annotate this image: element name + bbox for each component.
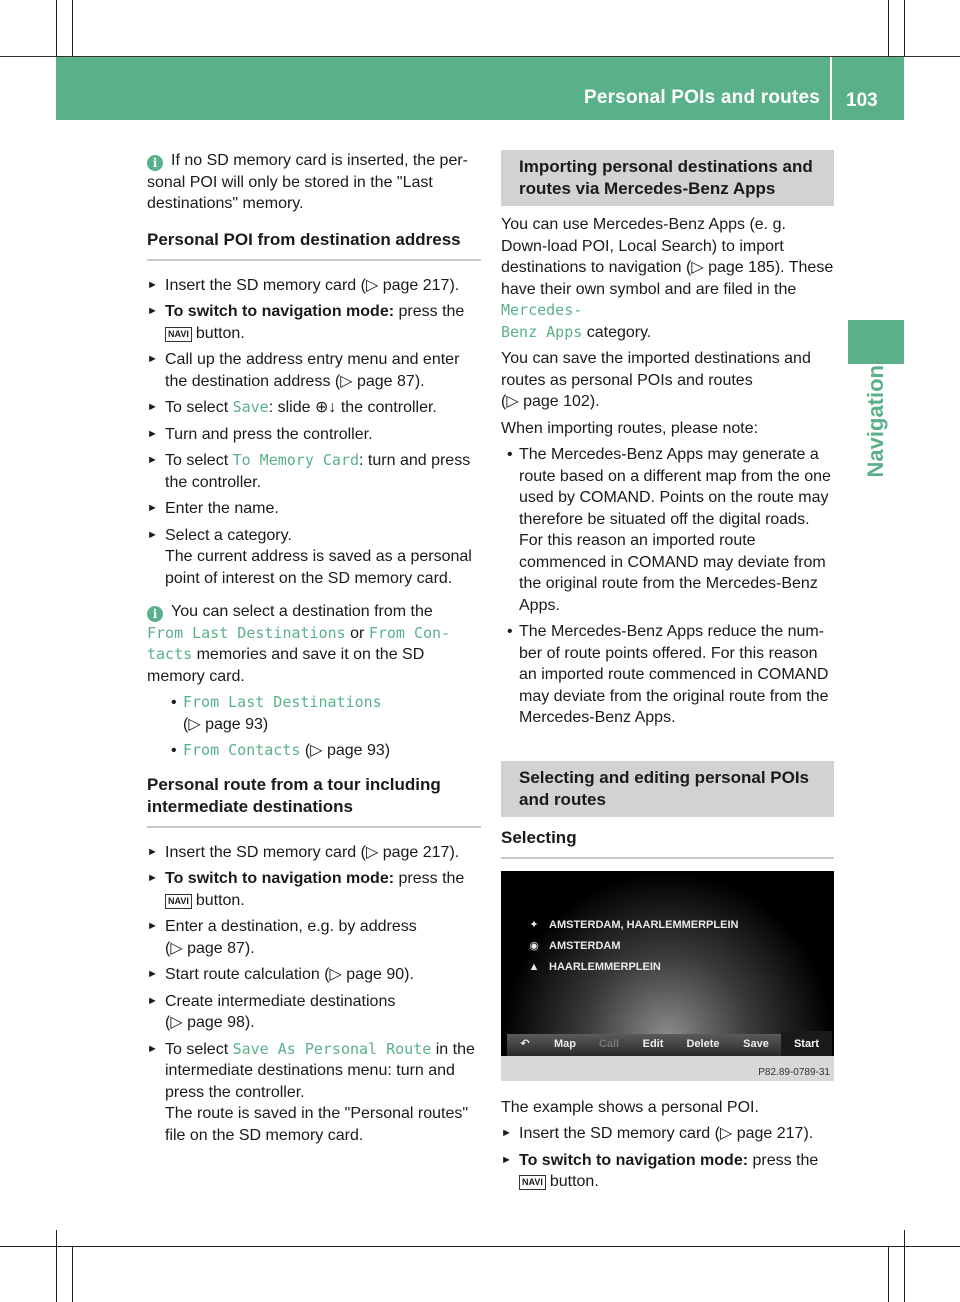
crop-mark <box>904 0 905 57</box>
figure-code: P82.89-0789-31 <box>758 1066 830 1078</box>
section-box-heading: Selecting and editing personal POIs and routes <box>501 761 834 817</box>
step: ► To select Save As Personal Route in the intermediate destinations menu: turn and press the controller. The route is saved in the "Personal routes" file on the SD memory card. <box>147 1039 475 1144</box>
list-item: • The Mercedes-Benz Apps may generate a route based on a different map from the one used by COMAND. Points on the route may therefore be situated off the digital roads. For this reason an imported route commenced in COMAND may deviate from the original route from the Mercedes-Benz Apps. <box>507 446 831 614</box>
step: ► To switch to navigation mode: press the NAVI button. <box>147 303 465 342</box>
menu-delete: Delete <box>686 1037 720 1050</box>
step: ► Select a category. The current address is saved as a personal point of interest on the SD memory card. <box>147 526 472 587</box>
info-icon: i <box>147 155 163 171</box>
step: ► Start route calculation (▷ page 90). <box>147 966 414 983</box>
section-heading: Selecting <box>501 827 834 859</box>
step: ► Enter a destination, e.g. by address (▷ page 87). <box>147 918 417 957</box>
list-item: • From Last Destinations (▷ page 93) <box>171 693 382 733</box>
paragraph: You can use Mercedes-Benz Apps (e. g. Down-load POI, Local Search) to import destinations to navigation (▷ page 185). These have their own symbol and are filed in the Mercedes- Benz Apps category. <box>501 216 834 341</box>
section-heading: Personal route from a tour including intermediate destinations <box>147 774 481 828</box>
navi-key-icon: NAVI <box>519 1175 546 1190</box>
list-item: • From Contacts (▷ page 93) <box>171 741 391 759</box>
poi-flag-icon: ✦ <box>529 918 539 931</box>
step: ► To select To Memory Card: turn and press the controller. <box>147 451 471 491</box>
menu-edit: Edit <box>642 1037 664 1050</box>
nl-badge-icon: ◉ <box>529 939 539 952</box>
menu-call: Call <box>598 1037 620 1050</box>
step: ► Insert the SD memory card (▷ page 217). <box>501 1125 814 1142</box>
left-column <box>147 150 481 1146</box>
poi-list-item: ▲ HAARLEMMERPLEIN <box>527 957 661 979</box>
step: ► Turn and press the controller. <box>147 425 373 443</box>
paragraph: When importing routes, please note: <box>501 419 759 437</box>
list-item: • The Mercedes-Benz Apps reduce the num-ber of route points offered. For this reason an imported route commenced in COMAND may deviate from the original route from the Mercedes-Benz Apps. <box>507 623 829 726</box>
navi-key-icon: NAVI <box>165 327 192 342</box>
info-note: i If no SD memory card is inserted, the per-sonal POI will only be stored in the "Last destinations" memory. <box>147 152 468 212</box>
step: ► To select Save: slide ⊕↓ the controller. <box>147 398 437 416</box>
step: ► Insert the SD memory card (▷ page 217). <box>147 843 460 861</box>
right-column <box>501 150 834 1193</box>
info-icon: i <box>147 606 163 622</box>
poi-list-item: ✦ AMSTERDAM, HAARLEMMERPLEIN <box>527 915 738 937</box>
crop-mark <box>888 0 889 57</box>
step: ► To switch to navigation mode: press the NAVI button. <box>501 1151 819 1190</box>
step: ► Enter the name. <box>147 500 279 517</box>
crop-mark <box>56 0 57 57</box>
figure-caption: The example shows a personal POI. <box>501 1098 759 1116</box>
crop-mark <box>0 1246 960 1247</box>
step: ► Create intermediate destinations (▷ page 98). <box>147 992 396 1031</box>
figure-footer <box>501 1056 834 1081</box>
street-icon: ▲ <box>528 960 540 973</box>
crop-mark <box>904 1230 905 1302</box>
crop-mark <box>56 1230 57 1302</box>
back-icon: ↶ <box>520 1037 530 1050</box>
step: ► To switch to navigation mode: press the NAVI button. <box>147 870 465 909</box>
crop-mark <box>72 1246 73 1302</box>
menu-map: Map <box>554 1037 576 1050</box>
section-heading: Personal POI from destination address <box>147 229 481 261</box>
crop-mark <box>72 0 73 57</box>
page-number: 103 <box>846 90 878 111</box>
page-title: Personal POIs and routes <box>583 87 820 108</box>
section-box-heading: Importing personal destinations and routes via Mercedes-Benz Apps <box>501 150 834 206</box>
poi-list-item: ◉ AMSTERDAM <box>527 936 621 958</box>
menu-start: Start <box>781 1031 832 1059</box>
info-note: i You can select a destination from the From Last Destinations or From Con- tacts memories and save it on the SD memory card. <box>147 603 451 685</box>
menu-save: Save <box>743 1037 769 1050</box>
chapter-tab <box>848 320 904 364</box>
paragraph: You can save the imported destinations and routes as personal POIs and routes (▷ page 102). <box>501 350 811 410</box>
comand-screenshot <box>501 871 834 1081</box>
header-divider <box>830 57 832 120</box>
step: ► Call up the address entry menu and enter the destination address (▷ page 87). <box>147 351 460 390</box>
crop-mark <box>888 1246 889 1302</box>
step: ► Insert the SD memory card (▷ page 217). <box>147 276 460 294</box>
navi-key-icon: NAVI <box>165 894 192 909</box>
screen-menu-bar <box>507 1034 832 1056</box>
